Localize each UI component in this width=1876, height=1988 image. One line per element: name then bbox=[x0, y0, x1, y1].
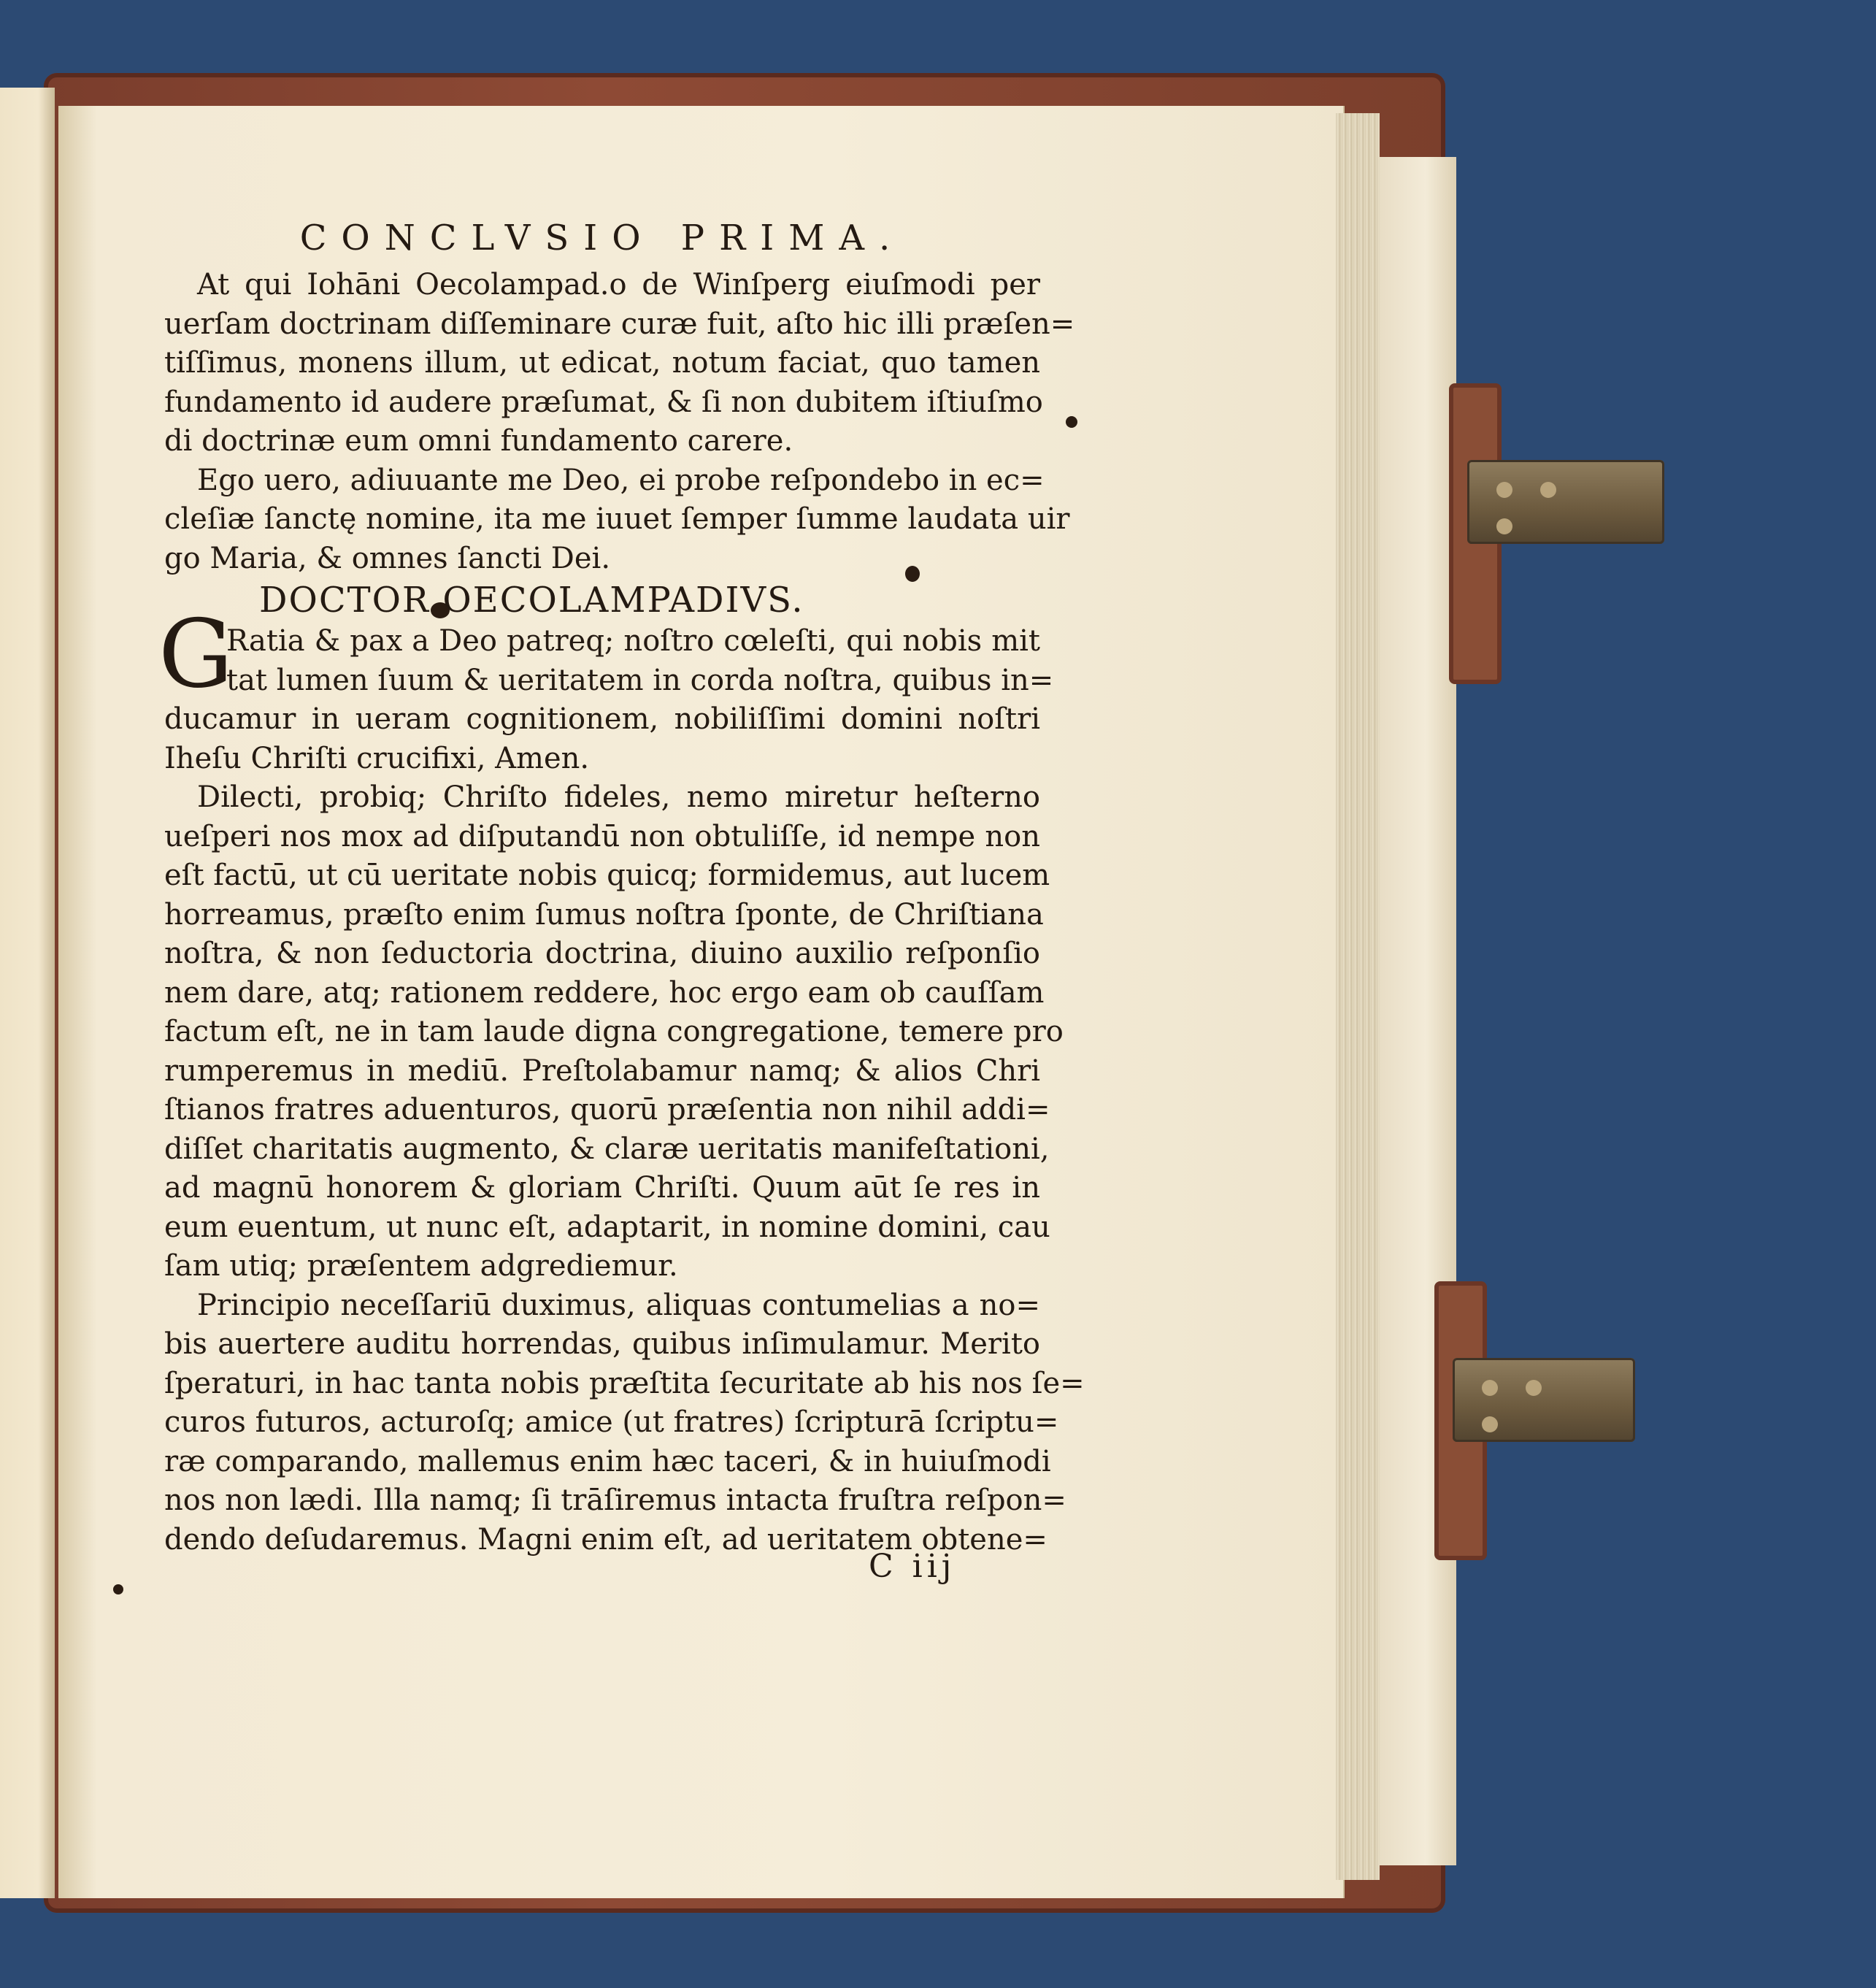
paragraph-5 bbox=[164, 1286, 1085, 1560]
text-line: Iheſu Chriſti crucifixi, Amen. bbox=[164, 741, 590, 775]
text-line: Ego uero, adiuuante me Deo, ei probe reſpondebo in ec= bbox=[197, 463, 1045, 497]
text-line: fundamento id audere præſumat, & ſi non dubitem iſtiuſmo bbox=[164, 385, 1043, 419]
text-line: ſam utiq; præſentem adgrediemur. bbox=[164, 1249, 678, 1283]
drop-capital: G bbox=[158, 600, 234, 709]
lower-clasp-metal bbox=[1453, 1358, 1635, 1442]
flyleaf bbox=[1380, 157, 1456, 1865]
signature-mark: C iij bbox=[869, 1548, 956, 1585]
page-heading: CONCLVSIO PRIMA. bbox=[299, 218, 905, 258]
text-line: Ratia & pax a Deo patreq; noſtro cœleſti, qui nobis mit bbox=[226, 624, 1040, 658]
text-line: Dilecti, probiq; Chriſto fideles, nemo miretur heſterno bbox=[197, 780, 1040, 814]
text-line: ad magnū honorem & gloriam Chriſti. Quum aūt ſe res in bbox=[164, 1171, 1040, 1205]
text-line: go Maria, & omnes ſancti Dei. bbox=[164, 541, 611, 575]
paragraph-2 bbox=[164, 461, 1070, 579]
left-page-edge bbox=[0, 88, 55, 1898]
text-line: tat lumen ſuum & ueritatem in corda noſtra, quibus in= bbox=[226, 663, 1054, 697]
text-line: curos futuros, acturoſq; amice (ut fratres) ſcripturā ſcriptu= bbox=[164, 1405, 1059, 1439]
text-line: tiſſimus, monens illum, ut edicat, notum faciat, quo tamen bbox=[164, 346, 1040, 380]
text-block bbox=[158, 212, 1085, 1559]
text-line: bis auertere auditu horrendas, quibus inſimulamur. Merito bbox=[164, 1327, 1040, 1361]
text-line: ſtianos fratres aduenturos, quorū præſentia non nihil addi= bbox=[164, 1093, 1050, 1127]
text-line: nos non lædi. Illa namq; ſi trāſiremus intacta fruſtra reſpon= bbox=[164, 1484, 1066, 1517]
ink-spot bbox=[1066, 416, 1077, 428]
paragraph-4 bbox=[164, 778, 1064, 1286]
section-heading: DOCTOR OECOLAMPADIVS. bbox=[259, 580, 804, 621]
text-line: rumperemus in mediū. Preſtolabamur namq; & alios Chri bbox=[164, 1054, 1040, 1088]
text-line: Principio neceſſariū duximus, aliquas contumelias a no= bbox=[197, 1288, 1040, 1322]
text-line: ræ comparando, mallemus enim hæc taceri, & in huiuſmodi bbox=[164, 1444, 1051, 1478]
text-line: eſt factū, ut cū ueritate nobis quicq; formidemus, aut lucem bbox=[164, 859, 1050, 892]
text-line: ſperaturi, in hac tanta nobis præſtita ſecuritate ab his nos ſe= bbox=[164, 1366, 1085, 1400]
text-line: factum eſt, ne in tam laude digna congregatione, temere pro bbox=[164, 1015, 1064, 1048]
text-line: dendo deſudaremus. Magni enim eſt, ad ueritatem obtene= bbox=[164, 1522, 1047, 1557]
page-block-edge bbox=[1336, 113, 1380, 1880]
paragraph-1 bbox=[164, 266, 1075, 461]
text-line: ducamur in ueram cognitionem, nobiliſſimi domini noſtri bbox=[164, 702, 1040, 736]
text-line: nem dare, atq; rationem reddere, hoc ergo eam ob cauſſam bbox=[164, 975, 1045, 1010]
text-line: di doctrinæ eum omni fundamento carere. bbox=[164, 424, 793, 458]
text-line: uerſam doctrinam diſſeminare curæ fuit, aſto hic illi præſen= bbox=[164, 307, 1075, 341]
text-line: eum euentum, ut nunc eſt, adaptarit, in nomine domini, cau bbox=[164, 1210, 1050, 1244]
ink-spot bbox=[113, 1584, 123, 1594]
text-line: At qui Iohāni Oecolampad.o de Winſperg eiuſmodi per bbox=[197, 268, 1040, 302]
text-line: diſſet charitatis augmento, & claræ ueritatis manifeſtationi, bbox=[164, 1132, 1050, 1166]
text-line: noſtra, & non ſeductoria doctrina, diuino auxilio reſponſio bbox=[164, 937, 1040, 970]
text-line: ueſperi nos mox ad diſputandū non obtuliſſe, id nempe non bbox=[164, 819, 1040, 853]
text-line: cleſiæ ſanctę nomine, ita me iuuet ſemper ſumme laudata uir bbox=[164, 502, 1070, 536]
text-line: horreamus, præſto enim ſumus noſtra ſponte, de Chriſtiana bbox=[164, 897, 1044, 932]
upper-clasp-metal bbox=[1467, 460, 1664, 544]
